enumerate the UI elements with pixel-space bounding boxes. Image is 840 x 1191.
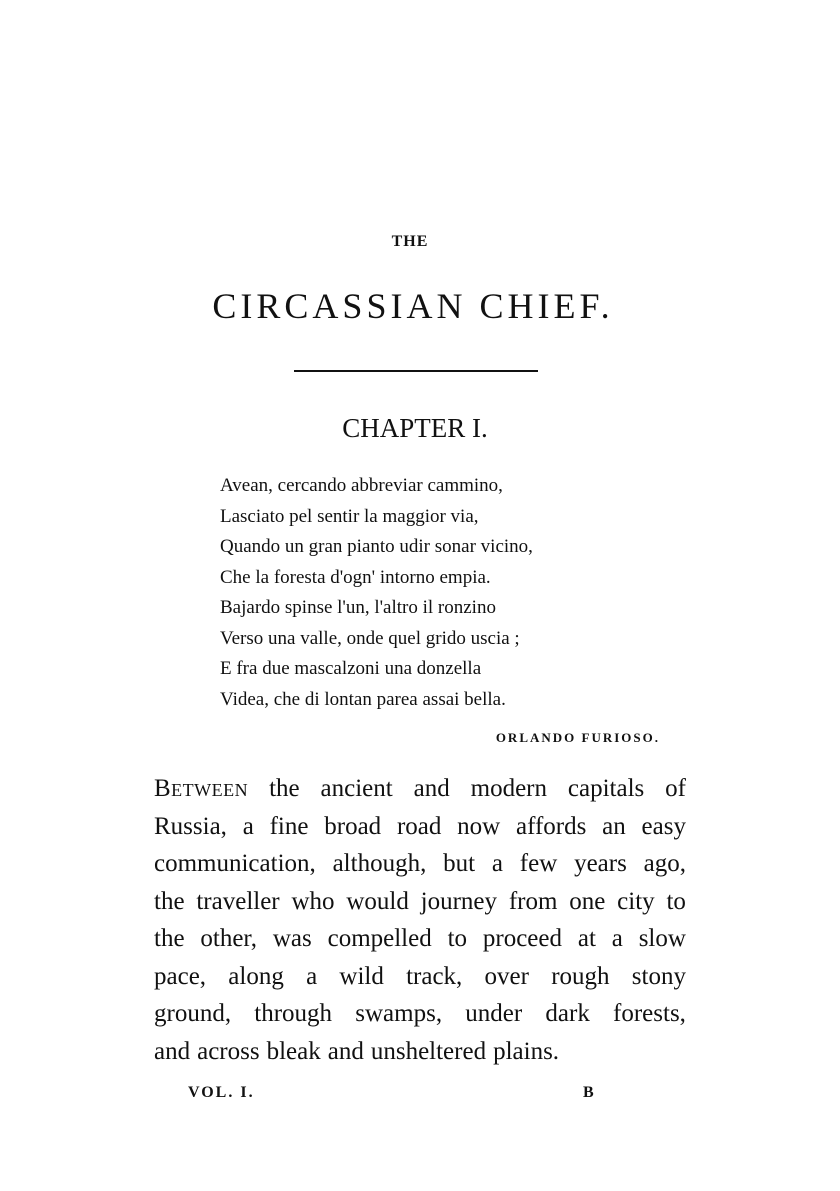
body-line xyxy=(154,958,686,996)
epigraph-line: Verso una valle, onde quel grido uscia ; xyxy=(220,627,520,649)
body-word: few xyxy=(519,850,558,877)
body-word: a xyxy=(491,850,503,877)
body-word: communication, xyxy=(154,850,316,877)
body-word: road xyxy=(396,812,442,840)
body-word: wild xyxy=(339,962,384,990)
epigraph-line: E fra due mascalzoni una donzella xyxy=(220,658,482,679)
body-word: swamps, xyxy=(355,1000,443,1027)
body-line xyxy=(154,808,686,846)
body-word: compelled xyxy=(327,925,432,952)
body-word: dark xyxy=(545,1000,590,1027)
body-word: along xyxy=(228,962,284,990)
opening-word: Between xyxy=(154,775,249,802)
body-word: ground, xyxy=(154,1000,232,1027)
body-word: ago, xyxy=(643,850,686,877)
body-word: journey xyxy=(420,887,498,915)
body-word: capitals xyxy=(567,775,645,802)
body-word: now xyxy=(457,812,501,840)
body-word: traveller xyxy=(196,887,280,915)
body-word: to xyxy=(447,925,468,952)
body-word: through xyxy=(254,1000,333,1027)
body-word: was xyxy=(272,925,312,952)
body-word: broad xyxy=(324,812,382,840)
body-word: forests, xyxy=(613,1000,686,1027)
body-word: of xyxy=(665,775,686,802)
body-word: but xyxy=(443,850,476,877)
body-line xyxy=(154,995,686,1033)
body-word: rough xyxy=(551,962,610,990)
epigraph-line: Avean, cercando abbreviar cammino, xyxy=(220,475,503,496)
epigraph-line: Bajardo spinse l'un, l'altro il ronzino xyxy=(220,597,496,618)
body-line xyxy=(154,845,686,883)
body-word: a xyxy=(242,812,254,840)
epigraph xyxy=(220,471,640,715)
body-line xyxy=(154,1033,686,1071)
body-word: Russia, xyxy=(154,812,227,840)
body-word: years xyxy=(574,850,627,877)
body-word: one xyxy=(569,887,606,915)
chapter-heading: CHAPTER I. xyxy=(342,413,488,443)
body-word: at xyxy=(577,925,596,952)
body-word: who xyxy=(291,887,335,915)
body-line xyxy=(154,770,686,808)
body-word: would xyxy=(346,887,409,915)
body-word: from xyxy=(508,887,558,915)
body-word: plains. xyxy=(493,1037,560,1065)
body-word: a xyxy=(306,962,318,990)
body-word: ancient xyxy=(320,775,393,802)
body-word: pace, xyxy=(154,962,207,990)
body-word: the xyxy=(269,775,300,802)
title-prefix: THE xyxy=(391,233,429,250)
body-line xyxy=(154,883,686,921)
body-word: other, xyxy=(200,925,258,952)
signature-mark: B xyxy=(583,1084,594,1101)
body-word: slow xyxy=(638,925,686,952)
body-word: an xyxy=(602,812,626,840)
opening-paragraph xyxy=(154,770,686,1070)
body-word: over xyxy=(484,962,529,990)
body-word: stony xyxy=(631,962,686,990)
epigraph-attribution: ORLANDO FURIOSO. xyxy=(495,730,660,745)
epigraph-line: Quando un gran pianto udir sonar vicino, xyxy=(220,536,533,557)
body-word: under xyxy=(465,1000,523,1027)
body-word: fine xyxy=(269,812,309,840)
body-line xyxy=(154,920,686,958)
body-word: the xyxy=(154,925,185,952)
body-word: and xyxy=(154,1037,191,1065)
epigraph-line: Videa, che di lontan parea assai bella. xyxy=(220,688,506,710)
body-word: bleak xyxy=(266,1037,321,1065)
body-word: and xyxy=(327,1037,364,1065)
body-word: city xyxy=(617,887,655,915)
body-word: unsheltered xyxy=(370,1037,487,1065)
body-word: and xyxy=(413,775,450,802)
title-rule xyxy=(294,370,538,372)
volume-mark: VOL. I. xyxy=(188,1084,255,1101)
body-word: a xyxy=(611,925,623,952)
body-word: to xyxy=(666,887,686,915)
epigraph-line: Che la foresta d'ogn' intorno empia. xyxy=(220,566,491,588)
body-word: across xyxy=(197,1037,260,1065)
body-word: the xyxy=(154,887,185,915)
body-word: modern xyxy=(470,775,547,802)
book-title: CIRCASSIAN CHIEF. xyxy=(212,286,614,326)
epigraph-line: Lasciato pel sentir la maggior via, xyxy=(220,505,479,527)
body-word: easy xyxy=(641,812,686,840)
body-word: affords xyxy=(516,812,587,840)
body-word: track, xyxy=(406,962,463,990)
body-word: proceed xyxy=(482,925,562,952)
body-word: although, xyxy=(332,850,427,877)
